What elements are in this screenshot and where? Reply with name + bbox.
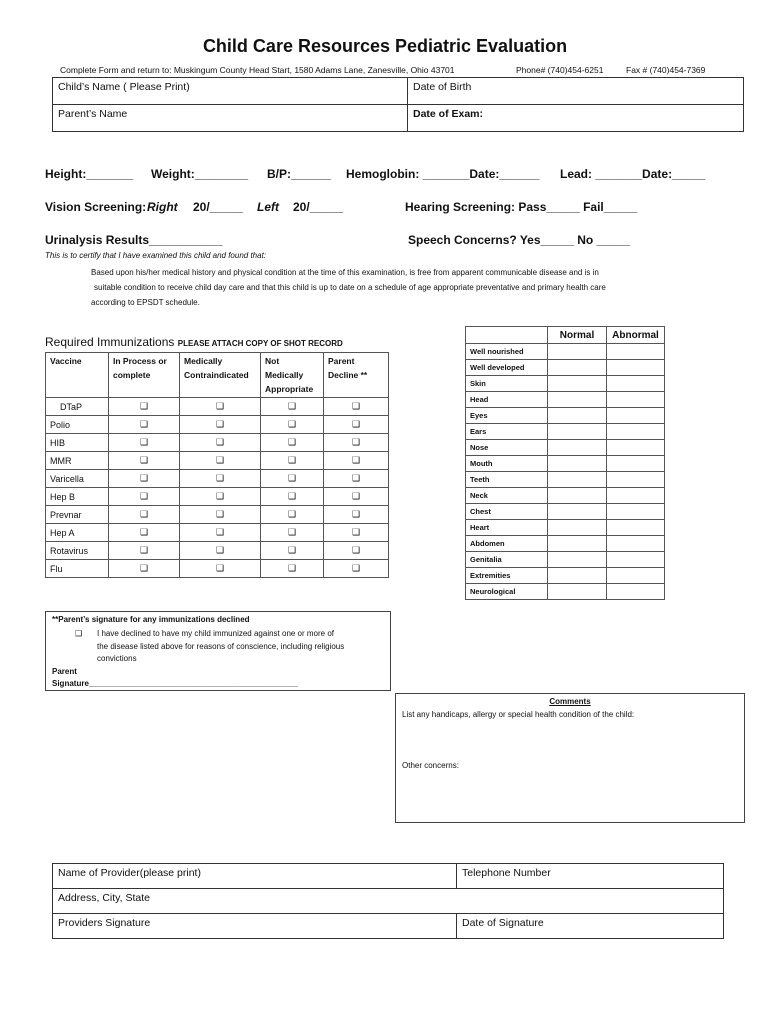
vaccine-name: HIB xyxy=(46,434,109,452)
exam-row xyxy=(466,472,665,488)
exam-row xyxy=(466,568,665,584)
in-process-checkbox[interactable]: ❑ xyxy=(109,560,180,578)
not-appropriate-checkbox[interactable]: ❑ xyxy=(261,560,324,578)
vision-right-field[interactable]: 20/_____ xyxy=(193,200,244,214)
col-abnormal: Abnormal xyxy=(607,327,665,344)
vaccine-row xyxy=(46,542,389,560)
contraindicated-checkbox[interactable]: ❑ xyxy=(180,452,261,470)
not-appropriate-checkbox[interactable]: ❑ xyxy=(261,524,324,542)
in-process-checkbox[interactable]: ❑ xyxy=(109,506,180,524)
abnormal-cell[interactable] xyxy=(607,568,665,584)
exam-item-label: Teeth xyxy=(466,472,548,488)
normal-cell[interactable] xyxy=(548,392,607,408)
provider-phone-field[interactable]: Telephone Number xyxy=(457,864,724,889)
provider-name-field[interactable]: Name of Provider(please print) xyxy=(53,864,457,889)
col-exam-item xyxy=(466,327,548,344)
contraindicated-checkbox[interactable]: ❑ xyxy=(180,488,261,506)
exam-item-label: Well developed xyxy=(466,360,548,376)
comments-box xyxy=(395,693,745,823)
exam-item-label: Heart xyxy=(466,520,548,536)
col-contraindicated: Medically Contraindicated xyxy=(180,353,261,398)
col-normal: Normal xyxy=(548,327,607,344)
vaccine-name: Hep A xyxy=(46,524,109,542)
immunization-table xyxy=(45,352,389,578)
contraindicated-checkbox[interactable]: ❑ xyxy=(180,542,261,560)
abnormal-cell[interactable] xyxy=(607,440,665,456)
certify-statement: This is to certify that I have examined this child and found that: xyxy=(45,251,267,260)
exam-item-label: Mouth xyxy=(466,456,548,472)
exam-row xyxy=(466,408,665,424)
lead-field[interactable]: Lead: _______Date:_____ xyxy=(560,167,706,181)
parent-signature-line[interactable]: Signature_______________________________________________ xyxy=(52,679,299,688)
normal-cell[interactable] xyxy=(548,408,607,424)
abnormal-cell[interactable] xyxy=(607,472,665,488)
in-process-checkbox[interactable]: ❑ xyxy=(109,524,180,542)
contraindicated-checkbox[interactable]: ❑ xyxy=(180,524,261,542)
immunizations-title: Required Immunizations xyxy=(45,335,175,349)
parent-decline-checkbox[interactable]: ❑ xyxy=(324,416,389,434)
in-process-checkbox[interactable]: ❑ xyxy=(109,488,180,506)
exam-row xyxy=(466,536,665,552)
abnormal-cell[interactable] xyxy=(607,376,665,392)
normal-cell[interactable] xyxy=(548,504,607,520)
decline-line: I have declined to have my child immunized against one or more of xyxy=(97,629,335,638)
signature-date-field[interactable]: Date of Signature xyxy=(457,914,724,939)
vaccine-name: Hep B xyxy=(46,488,109,506)
certify-line: according to EPSDT schedule. xyxy=(91,298,200,307)
contraindicated-checkbox[interactable]: ❑ xyxy=(180,434,261,452)
speech-concerns-field[interactable]: Speech Concerns? Yes_____ No _____ xyxy=(408,233,630,247)
abnormal-cell[interactable] xyxy=(607,520,665,536)
abnormal-cell[interactable] xyxy=(607,424,665,440)
parent-decline-checkbox[interactable]: ❑ xyxy=(324,398,389,416)
provider-table xyxy=(52,863,724,939)
in-process-checkbox[interactable]: ❑ xyxy=(109,416,180,434)
certify-body xyxy=(91,265,711,310)
weight-field[interactable]: Weight:________ xyxy=(151,167,249,181)
exam-item-label: Extremities xyxy=(466,568,548,584)
vaccine-name: DTaP xyxy=(46,398,109,416)
exam-item-label: Genitalia xyxy=(466,552,548,568)
decline-checkbox[interactable]: ❑ xyxy=(75,629,83,638)
parent-decline-checkbox[interactable]: ❑ xyxy=(324,524,389,542)
parent-label: Parent xyxy=(52,667,77,676)
not-appropriate-checkbox[interactable]: ❑ xyxy=(261,434,324,452)
vaccine-row xyxy=(46,524,389,542)
normal-cell[interactable] xyxy=(548,472,607,488)
in-process-checkbox[interactable]: ❑ xyxy=(109,470,180,488)
vaccine-row xyxy=(46,434,389,452)
col-in-process: In Process or complete xyxy=(109,353,180,398)
parent-decline-checkbox[interactable]: ❑ xyxy=(324,506,389,524)
exam-row xyxy=(466,440,665,456)
not-appropriate-checkbox[interactable]: ❑ xyxy=(261,488,324,506)
normal-cell[interactable] xyxy=(548,552,607,568)
vaccine-name: Varicella xyxy=(46,470,109,488)
exam-row xyxy=(466,504,665,520)
exam-item-label: Eyes xyxy=(466,408,548,424)
in-process-checkbox[interactable]: ❑ xyxy=(109,434,180,452)
normal-cell[interactable] xyxy=(548,520,607,536)
decline-statement xyxy=(97,628,344,666)
exam-item-label: Well nourished xyxy=(466,344,548,360)
normal-cell[interactable] xyxy=(548,440,607,456)
abnormal-cell[interactable] xyxy=(607,392,665,408)
in-process-checkbox[interactable]: ❑ xyxy=(109,452,180,470)
abnormal-cell[interactable] xyxy=(607,360,665,376)
vaccine-name: Polio xyxy=(46,416,109,434)
exam-row xyxy=(466,360,665,376)
exam-row xyxy=(466,520,665,536)
phone-number: Phone# (740)454-6251 xyxy=(516,65,604,75)
exam-item-label: Neck xyxy=(466,488,548,504)
fax-number: Fax # (740)454-7369 xyxy=(626,65,706,75)
abnormal-cell[interactable] xyxy=(607,536,665,552)
abnormal-cell[interactable] xyxy=(607,456,665,472)
decline-signature-box xyxy=(45,611,391,691)
contraindicated-checkbox[interactable]: ❑ xyxy=(180,506,261,524)
exam-item-label: Skin xyxy=(466,376,548,392)
exam-row xyxy=(466,584,665,600)
height-field[interactable]: Height:_______ xyxy=(45,167,134,181)
handicaps-field[interactable]: List any handicaps, allergy or special health condition of the child: xyxy=(402,710,635,719)
col-not-appropriate: Not Medically Appropriate xyxy=(261,353,324,398)
exam-row xyxy=(466,552,665,568)
vaccine-row xyxy=(46,488,389,506)
not-appropriate-checkbox[interactable]: ❑ xyxy=(261,416,324,434)
exam-row xyxy=(466,488,665,504)
normal-cell[interactable] xyxy=(548,360,607,376)
decline-heading: **Parent’s signature for any immunizations declined xyxy=(52,615,250,624)
contraindicated-checkbox[interactable]: ❑ xyxy=(180,416,261,434)
not-appropriate-checkbox[interactable]: ❑ xyxy=(261,398,324,416)
exam-row xyxy=(466,392,665,408)
exam-row xyxy=(466,456,665,472)
urinalysis-field[interactable]: Urinalysis Results___________ xyxy=(45,233,223,247)
comments-heading: Comments xyxy=(549,697,591,706)
parent-decline-checkbox[interactable]: ❑ xyxy=(324,542,389,560)
certify-line: suitable condition to receive child day care and that this child is up to date on a schedule of age appropriate preventative and primary health care xyxy=(94,283,606,292)
normal-cell[interactable] xyxy=(548,376,607,392)
certify-line: Based upon his/her medical history and physical condition at the time of this examination, is free from apparent communicable disease and is in xyxy=(91,268,599,277)
vaccine-row xyxy=(46,506,389,524)
vaccine-row xyxy=(46,470,389,488)
vaccine-name: MMR xyxy=(46,452,109,470)
vision-left-field[interactable]: 20/_____ xyxy=(293,200,344,214)
hemoglobin-field[interactable]: Hemoglobin: _______Date:______ xyxy=(346,167,540,181)
normal-cell[interactable] xyxy=(548,536,607,552)
immunizations-heading xyxy=(45,335,343,349)
vaccine-name: Flu xyxy=(46,560,109,578)
parent-decline-checkbox[interactable]: ❑ xyxy=(324,560,389,578)
exam-item-label: Abdomen xyxy=(466,536,548,552)
vaccine-row xyxy=(46,416,389,434)
not-appropriate-checkbox[interactable]: ❑ xyxy=(261,470,324,488)
normal-cell[interactable] xyxy=(548,488,607,504)
dob-field[interactable]: Date of Birth xyxy=(408,78,744,105)
shot-record-note: PLEASE ATTACH COPY OF SHOT RECORD xyxy=(177,339,343,348)
vaccine-row xyxy=(46,560,389,578)
parent-decline-checkbox[interactable]: ❑ xyxy=(324,470,389,488)
normal-cell[interactable] xyxy=(548,456,607,472)
contraindicated-checkbox[interactable]: ❑ xyxy=(180,560,261,578)
exam-row xyxy=(466,424,665,440)
abnormal-cell[interactable] xyxy=(607,552,665,568)
vision-screening-label: Vision Screening: xyxy=(45,200,147,214)
parent-decline-checkbox[interactable]: ❑ xyxy=(324,434,389,452)
vaccine-name: Prevnar xyxy=(46,506,109,524)
exam-row xyxy=(466,376,665,392)
exam-item-label: Ears xyxy=(466,424,548,440)
parent-name-field[interactable]: Parent’s Name xyxy=(53,105,408,132)
bp-field[interactable]: B/P:______ xyxy=(267,167,332,181)
provider-signature-field[interactable]: Providers Signature xyxy=(53,914,457,939)
col-vaccine: Vaccine xyxy=(46,353,109,398)
abnormal-cell[interactable] xyxy=(607,408,665,424)
abnormal-cell[interactable] xyxy=(607,344,665,360)
exam-date-field[interactable]: Date of Exam: xyxy=(408,105,744,132)
col-parent-decline: Parent Decline ** xyxy=(324,353,389,398)
contraindicated-checkbox[interactable]: ❑ xyxy=(180,470,261,488)
vision-left-label: Left xyxy=(257,200,279,214)
normal-cell[interactable] xyxy=(548,584,607,600)
abnormal-cell[interactable] xyxy=(607,504,665,520)
vision-right-label: Right xyxy=(147,200,178,214)
in-process-checkbox[interactable]: ❑ xyxy=(109,542,180,560)
form-title: Child Care Resources Pediatric Evaluation xyxy=(202,36,568,56)
exam-item-label: Head xyxy=(466,392,548,408)
in-process-checkbox[interactable]: ❑ xyxy=(109,398,180,416)
vaccine-row xyxy=(46,398,389,416)
exam-item-label: Chest xyxy=(466,504,548,520)
exam-item-label: Nose xyxy=(466,440,548,456)
abnormal-cell[interactable] xyxy=(607,488,665,504)
parent-decline-checkbox[interactable]: ❑ xyxy=(324,488,389,506)
provider-address-field[interactable]: Address, City, State xyxy=(53,889,724,914)
child-info-table xyxy=(52,77,744,132)
contraindicated-checkbox[interactable]: ❑ xyxy=(180,398,261,416)
decline-line: the disease listed above for reasons of conscience, including religious xyxy=(97,641,345,651)
vaccine-row xyxy=(46,452,389,470)
normal-cell[interactable] xyxy=(548,424,607,440)
normal-cell[interactable] xyxy=(548,344,607,360)
exam-row xyxy=(466,344,665,360)
hearing-screening-field[interactable]: Hearing Screening: Pass_____ Fail_____ xyxy=(405,200,638,214)
child-name-field[interactable]: Child’s Name ( Please Print) xyxy=(53,78,408,105)
exam-item-label: Neurological xyxy=(466,584,548,600)
abnormal-cell[interactable] xyxy=(607,584,665,600)
not-appropriate-checkbox[interactable]: ❑ xyxy=(261,452,324,470)
return-instructions: Complete Form and return to: Muskingum County Head Start, 1580 Adams Lane, Zanesville, Ohio 43701 xyxy=(60,65,455,75)
decline-line: convictions xyxy=(97,654,137,663)
not-appropriate-checkbox[interactable]: ❑ xyxy=(261,506,324,524)
normal-cell[interactable] xyxy=(548,568,607,584)
physical-exam-table xyxy=(465,326,665,600)
vaccine-name: Rotavirus xyxy=(46,542,109,560)
other-concerns-field[interactable]: Other concerns: xyxy=(402,761,459,770)
parent-decline-checkbox[interactable]: ❑ xyxy=(324,452,389,470)
not-appropriate-checkbox[interactable]: ❑ xyxy=(261,542,324,560)
